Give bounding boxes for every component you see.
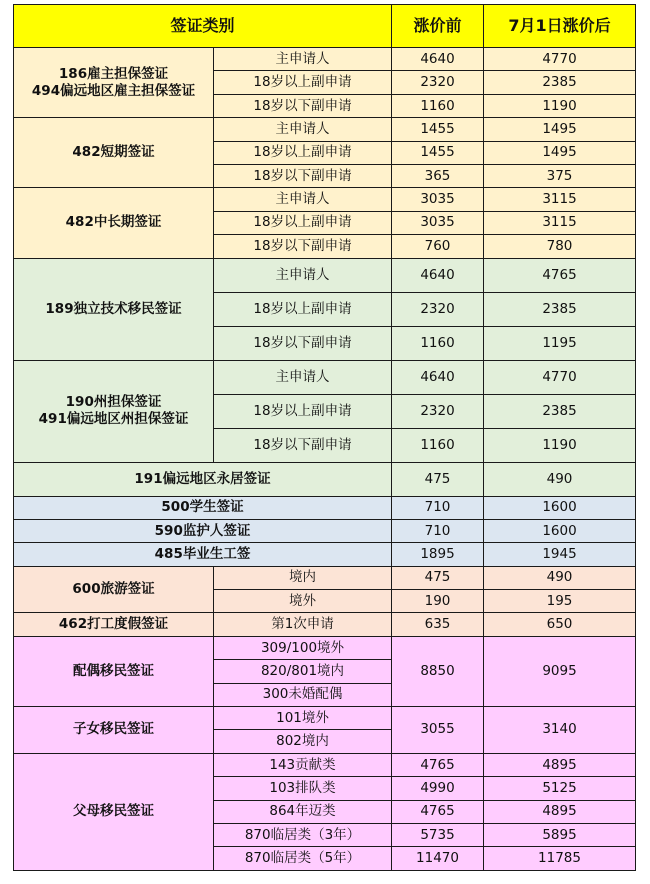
applicant-type-cell: 101境外 xyxy=(214,707,392,730)
fee-after-cell: 2385 xyxy=(484,394,636,428)
fee-before-cell: 4990 xyxy=(392,777,484,800)
fee-before-cell: 3035 xyxy=(392,188,484,211)
visa-category-name: 189独立技术移民签证 xyxy=(45,300,182,317)
fee-after-cell: 1495 xyxy=(484,118,636,141)
fee-after-cell: 5895 xyxy=(484,823,636,846)
fee-after-cell: 4895 xyxy=(484,800,636,823)
visa-category-cell xyxy=(14,258,214,360)
fee-before-cell: 4640 xyxy=(392,48,484,71)
applicant-type-cell: 18岁以下副申请 xyxy=(214,428,392,462)
fee-before-cell: 190 xyxy=(392,590,484,613)
visa-category-name: 494偏远地区雇主担保签证 xyxy=(31,82,196,99)
applicant-type-cell: 18岁以下副申请 xyxy=(214,326,392,360)
fee-after-cell: 9095 xyxy=(484,636,636,706)
applicant-type-cell: 境外 xyxy=(214,590,392,613)
applicant-type-cell: 18岁以上副申请 xyxy=(214,211,392,234)
fee-before-cell: 760 xyxy=(392,235,484,258)
fee-before-cell: 1160 xyxy=(392,428,484,462)
applicant-type-cell: 300未婚配偶 xyxy=(214,683,392,706)
table-row xyxy=(14,753,636,776)
visa-category-name: 190州担保签证 xyxy=(65,394,162,411)
applicant-type-cell: 820/801境内 xyxy=(214,660,392,683)
fee-after-cell: 4765 xyxy=(484,258,636,292)
fee-after-cell: 2385 xyxy=(484,292,636,326)
applicant-type-cell: 18岁以下副申请 xyxy=(214,164,392,187)
visa-category-name: 482短期签证 xyxy=(72,144,155,161)
table-row xyxy=(14,636,636,659)
applicant-type-cell: 143贡献类 xyxy=(214,753,392,776)
visa-category-name: 485毕业生工签 xyxy=(154,546,251,563)
fee-after-cell: 1190 xyxy=(484,94,636,117)
fee-before-cell: 1160 xyxy=(392,326,484,360)
applicant-type-cell: 18岁以上副申请 xyxy=(214,292,392,326)
table-header-row xyxy=(14,5,636,48)
applicant-type-cell: 主申请人 xyxy=(214,360,392,394)
fee-after-cell: 1945 xyxy=(484,543,636,566)
fee-before-cell: 710 xyxy=(392,496,484,519)
visa-fee-table-container xyxy=(13,4,635,871)
visa-category-cell xyxy=(14,543,392,566)
fee-after-cell: 1190 xyxy=(484,428,636,462)
fee-before-cell: 1455 xyxy=(392,118,484,141)
fee-before-cell: 4765 xyxy=(392,800,484,823)
fee-before-cell: 2320 xyxy=(392,292,484,326)
fee-before-cell: 475 xyxy=(392,462,484,496)
fee-after-cell: 650 xyxy=(484,613,636,636)
visa-category-cell xyxy=(14,753,214,870)
applicant-type-cell: 864年迈类 xyxy=(214,800,392,823)
fee-after-cell: 1195 xyxy=(484,326,636,360)
fee-after-cell: 3115 xyxy=(484,211,636,234)
table-row xyxy=(14,519,636,542)
fee-after-cell: 11785 xyxy=(484,847,636,870)
visa-category-cell xyxy=(14,519,392,542)
applicant-type-cell: 802境内 xyxy=(214,730,392,753)
visa-category-name: 590监护人签证 xyxy=(154,522,251,539)
visa-category-cell xyxy=(14,462,392,496)
fee-before-cell: 1160 xyxy=(392,94,484,117)
fee-before-cell: 3035 xyxy=(392,211,484,234)
fee-after-cell: 195 xyxy=(484,590,636,613)
visa-category-name: 491偏远地区州担保签证 xyxy=(38,411,189,428)
fee-after-cell: 780 xyxy=(484,235,636,258)
fee-after-cell: 5125 xyxy=(484,777,636,800)
visa-category-cell xyxy=(14,48,214,118)
fee-before-cell: 1895 xyxy=(392,543,484,566)
applicant-type-cell: 境内 xyxy=(214,566,392,589)
applicant-type-cell: 主申请人 xyxy=(214,188,392,211)
applicant-type-cell: 主申请人 xyxy=(214,258,392,292)
visa-category-name: 600旅游签证 xyxy=(72,581,155,598)
fee-before-cell: 710 xyxy=(392,519,484,542)
table-row xyxy=(14,48,636,71)
applicant-type-cell: 18岁以上副申请 xyxy=(214,141,392,164)
table-row xyxy=(14,360,636,394)
fee-before-cell: 635 xyxy=(392,613,484,636)
applicant-type-cell: 主申请人 xyxy=(214,118,392,141)
visa-category-name: 配偶移民签证 xyxy=(73,663,154,679)
table-row xyxy=(14,566,636,589)
fee-after-cell: 4770 xyxy=(484,360,636,394)
applicant-type-cell: 第1次申请 xyxy=(214,613,392,636)
visa-category-cell xyxy=(14,118,214,188)
fee-after-cell: 1600 xyxy=(484,519,636,542)
table-row xyxy=(14,188,636,211)
applicant-type-cell: 103排队类 xyxy=(214,777,392,800)
applicant-type-cell: 18岁以下副申请 xyxy=(214,235,392,258)
visa-category-name: 父母移民签证 xyxy=(73,803,154,820)
visa-category-name: 子女移民签证 xyxy=(73,721,154,738)
visa-category-name: 482中长期签证 xyxy=(65,214,162,231)
applicant-type-cell: 870临居类（3年） xyxy=(214,823,392,846)
applicant-type-cell: 18岁以上副申请 xyxy=(214,71,392,94)
fee-after-cell: 3140 xyxy=(484,707,636,754)
visa-fee-table xyxy=(13,4,636,871)
table-row xyxy=(14,613,636,636)
visa-category-name: 186雇主担保签证 xyxy=(58,65,169,82)
fee-before-cell: 11470 xyxy=(392,847,484,870)
table-row xyxy=(14,258,636,292)
fee-before-cell: 475 xyxy=(392,566,484,589)
visa-category-cell xyxy=(14,636,214,706)
fee-after-cell: 4895 xyxy=(484,753,636,776)
fee-before-cell: 5735 xyxy=(392,823,484,846)
table-row xyxy=(14,118,636,141)
visa-category-cell xyxy=(14,707,214,754)
header-fee-after: 7月1日涨价后 xyxy=(484,5,636,48)
visa-category-cell xyxy=(14,188,214,258)
fee-before-cell: 365 xyxy=(392,164,484,187)
visa-category-name: 191偏远地区永居签证 xyxy=(134,470,271,487)
table-row xyxy=(14,707,636,730)
fee-before-cell: 2320 xyxy=(392,394,484,428)
applicant-type-cell: 18岁以上副申请 xyxy=(214,394,392,428)
fee-before-cell: 4640 xyxy=(392,360,484,394)
table-row xyxy=(14,496,636,519)
fee-after-cell: 3115 xyxy=(484,188,636,211)
fee-before-cell: 4765 xyxy=(392,753,484,776)
visa-category-cell xyxy=(14,566,214,613)
fee-after-cell: 2385 xyxy=(484,71,636,94)
visa-category-cell xyxy=(14,360,214,462)
fee-before-cell: 8850 xyxy=(392,636,484,706)
fee-after-cell: 1600 xyxy=(484,496,636,519)
header-fee-before: 涨价前 xyxy=(392,5,484,48)
fee-before-cell: 2320 xyxy=(392,71,484,94)
visa-category-name: 500学生签证 xyxy=(161,499,244,516)
visa-category-name: 462打工度假签证 xyxy=(58,616,169,633)
fee-after-cell: 1495 xyxy=(484,141,636,164)
applicant-type-cell: 主申请人 xyxy=(214,48,392,71)
applicant-type-cell: 309/100境外 xyxy=(214,636,392,659)
fee-before-cell: 4640 xyxy=(392,258,484,292)
applicant-type-cell: 870临居类（5年） xyxy=(214,847,392,870)
fee-after-cell: 490 xyxy=(484,566,636,589)
header-visa-category: 签证类别 xyxy=(14,5,392,48)
fee-after-cell: 4770 xyxy=(484,48,636,71)
fee-after-cell: 490 xyxy=(484,462,636,496)
fee-after-cell: 375 xyxy=(484,164,636,187)
fee-before-cell: 3055 xyxy=(392,707,484,754)
fee-before-cell: 1455 xyxy=(392,141,484,164)
table-row xyxy=(14,462,636,496)
table-body xyxy=(14,48,636,871)
visa-category-cell xyxy=(14,496,392,519)
applicant-type-cell: 18岁以下副申请 xyxy=(214,94,392,117)
visa-category-cell xyxy=(14,613,214,636)
table-row xyxy=(14,543,636,566)
